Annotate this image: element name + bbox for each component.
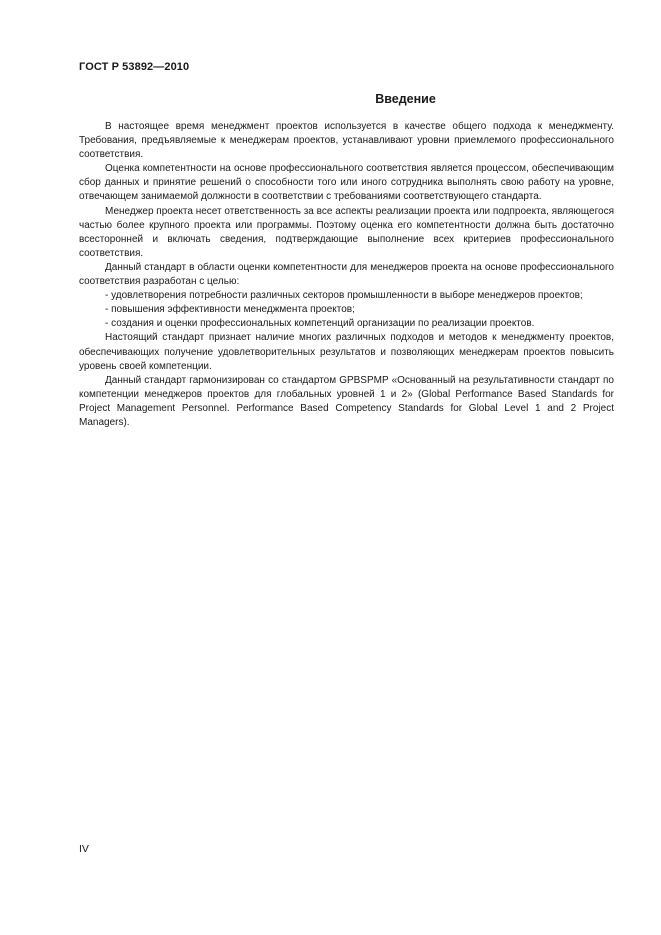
body-text: [79, 120, 614, 430]
paragraph: Оценка компетентности на основе профессионального соответствия является процессом, обеспечивающим сбор данных и принятие решений о способности того или иного сотрудника выполнять свою работу на уровне, отвечающем занимаемой должности в соответствии с требованиями соответствующего стандарта.: [79, 163, 614, 203]
list-item: - повышения эффективности менеджмента проектов;: [105, 304, 355, 316]
paragraph: Менеджер проекта несет ответственность за все аспекты реализации проекта или подпроекта, являющегося частью более крупного проекта или программы. Поэтому оценка его компетентности должна быть достаточно всесторонней и включать сведения, подтверждающие выполнение всех критериев профессионального соответствия.: [79, 205, 614, 259]
paragraph: Настоящий стандарт признает наличие многих различных подходов и методов к менеджменту проектов, обеспечивающих получение удовлетворительных результатов и позволяющих менеджерам проектов повысить уровень своей компетенции.: [79, 332, 614, 372]
list-item: - создания и оценки профессиональных компетенций организации по реализации проектов.: [105, 318, 535, 330]
section-title: Введение: [375, 92, 436, 106]
paragraph: Данный стандарт в области оценки компетентности для менеджеров проекта на основе профессионального соответствия разработан с целью:: [79, 261, 614, 288]
paragraph: В настоящее время менеджмент проектов используется в качестве общего подхода к менеджменту. Требования, предъявляемые к менеджерам проектов, устанавливают уровни приемлемого профессионального соответствия.: [79, 121, 614, 161]
document-header: ГОСТ Р 53892—2010: [79, 61, 190, 73]
list-item: - удовлетворения потребности различных секторов промышленности в выборе менеджеров проектов;: [105, 290, 583, 302]
paragraph: Данный стандарт гармонизирован со стандартом GPBSPMP «Основанный на результативности стандарт по компетенции менеджеров проектов для глобальных уровней 1 и 2» (Global Performance Based Standards for Project Management Personnel. Performance Based Competency Standards for Global Level 1 and 2 Project Managers).: [79, 374, 614, 428]
page-number: IV: [79, 843, 89, 855]
